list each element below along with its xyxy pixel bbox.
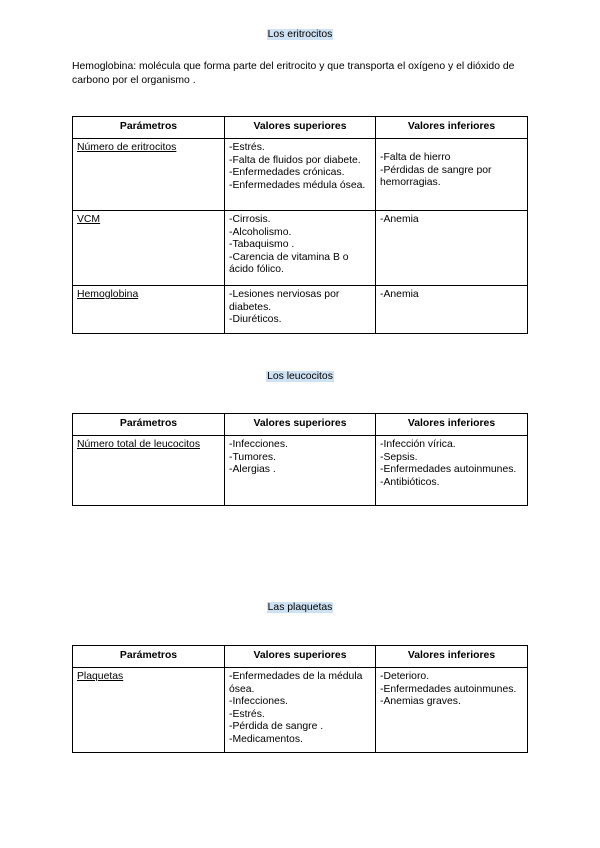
- title-text: Los eritrocitos: [267, 29, 333, 40]
- inf-cell: [376, 286, 528, 334]
- header-parametros: Parámetros: [73, 646, 225, 668]
- header-valores-superiores: Valores superiores: [225, 414, 376, 436]
- list-item: -Enfermedades crónicas.: [229, 167, 345, 179]
- param-cell: Plaquetas: [73, 668, 225, 753]
- inf-cell: [376, 211, 528, 286]
- title-text: Los leucocitos: [267, 371, 333, 382]
- table-row: [73, 286, 528, 334]
- list-item: -Falta de fluidos por diabete.: [229, 154, 361, 166]
- param-cell: Número total de leucocitos: [73, 436, 225, 506]
- header-parametros: Parámetros: [73, 117, 225, 139]
- list-item: -Enfermedades de la médula ósea.: [229, 671, 363, 695]
- header-valores-superiores: Valores superiores: [225, 117, 376, 139]
- list-item: -Diuréticos.: [229, 314, 282, 326]
- list-item: -Infecciones.: [229, 696, 288, 708]
- title-text: Las plaquetas: [267, 602, 333, 613]
- sup-cell: [225, 211, 376, 286]
- section-title-plaquetas: [0, 601, 600, 614]
- list-item: -Estrés.: [229, 708, 265, 720]
- inf-cell: [376, 139, 528, 211]
- list-item: -Anemia: [380, 289, 419, 300]
- table-row: [73, 211, 528, 286]
- param-cell: Hemoglobina: [73, 286, 225, 334]
- section-title-leucocitos: [0, 370, 600, 383]
- table-eritrocitos: [72, 116, 528, 334]
- header-valores-inferiores: Valores inferiores: [376, 414, 528, 436]
- list-item: -Antibióticos.: [380, 476, 440, 488]
- section-title-eritrocitos: [0, 28, 600, 41]
- sup-cell: [225, 139, 376, 211]
- inf-cell: [376, 668, 528, 753]
- list-item: -Lesiones nerviosas por diabetes.: [229, 289, 340, 313]
- list-item: -Falta de hierro: [380, 152, 451, 163]
- list-item: -Enfermedades autoinmunes.: [380, 464, 517, 476]
- intro-paragraph: Hemoglobina: molécula que forma parte del eritrocito y que transporta el oxígeno y el dióxido de carbono por el organismo .: [72, 61, 515, 86]
- list-item: -Infecciones.: [229, 439, 288, 450]
- table-plaquetas: [72, 645, 528, 753]
- table-leucocitos: [72, 413, 528, 506]
- sup-cell: [225, 286, 376, 334]
- list-item: -Alcoholismo.: [229, 226, 292, 238]
- list-item: -Pérdida de sangre .: [229, 721, 324, 733]
- table-row: [73, 668, 528, 753]
- table-header-row: [73, 646, 528, 668]
- list-item: -Enfermedades médula ósea.: [229, 179, 366, 191]
- list-item: -Pérdidas de sangre por hemorragias.: [380, 164, 492, 189]
- list-item: -Medicamentos.: [229, 733, 303, 745]
- list-item: -Enfermedades autoinmunes.: [380, 683, 517, 695]
- list-item: -Alergias .: [229, 464, 276, 476]
- spacer: [380, 142, 524, 152]
- list-item: -Tumores.: [229, 451, 276, 463]
- list-item: -Anemia: [380, 214, 419, 225]
- list-item: -Anemias graves.: [380, 696, 461, 708]
- header-parametros: Parámetros: [73, 414, 225, 436]
- table-header-row: [73, 117, 528, 139]
- table-row: [73, 436, 528, 506]
- header-valores-inferiores: Valores inferiores: [376, 646, 528, 668]
- inf-cell: [376, 436, 528, 506]
- sup-cell: [225, 668, 376, 753]
- list-item: -Tabaquismo .: [229, 239, 295, 251]
- list-item: -Carencia de vitamina B o ácido fólico.: [229, 251, 349, 276]
- list-item: -Cirrosis.: [229, 214, 271, 225]
- param-cell: Número de eritrocitos: [73, 139, 225, 211]
- list-item: -Deterioro.: [380, 671, 430, 682]
- param-cell: VCM: [73, 211, 225, 286]
- table-row: [73, 139, 528, 211]
- header-valores-superiores: Valores superiores: [225, 646, 376, 668]
- list-item: -Estrés.: [229, 142, 265, 153]
- list-item: -Infección vírica.: [380, 439, 456, 450]
- header-valores-inferiores: Valores inferiores: [376, 117, 528, 139]
- list-item: -Sepsis.: [380, 451, 418, 463]
- table-header-row: [73, 414, 528, 436]
- sup-cell: [225, 436, 376, 506]
